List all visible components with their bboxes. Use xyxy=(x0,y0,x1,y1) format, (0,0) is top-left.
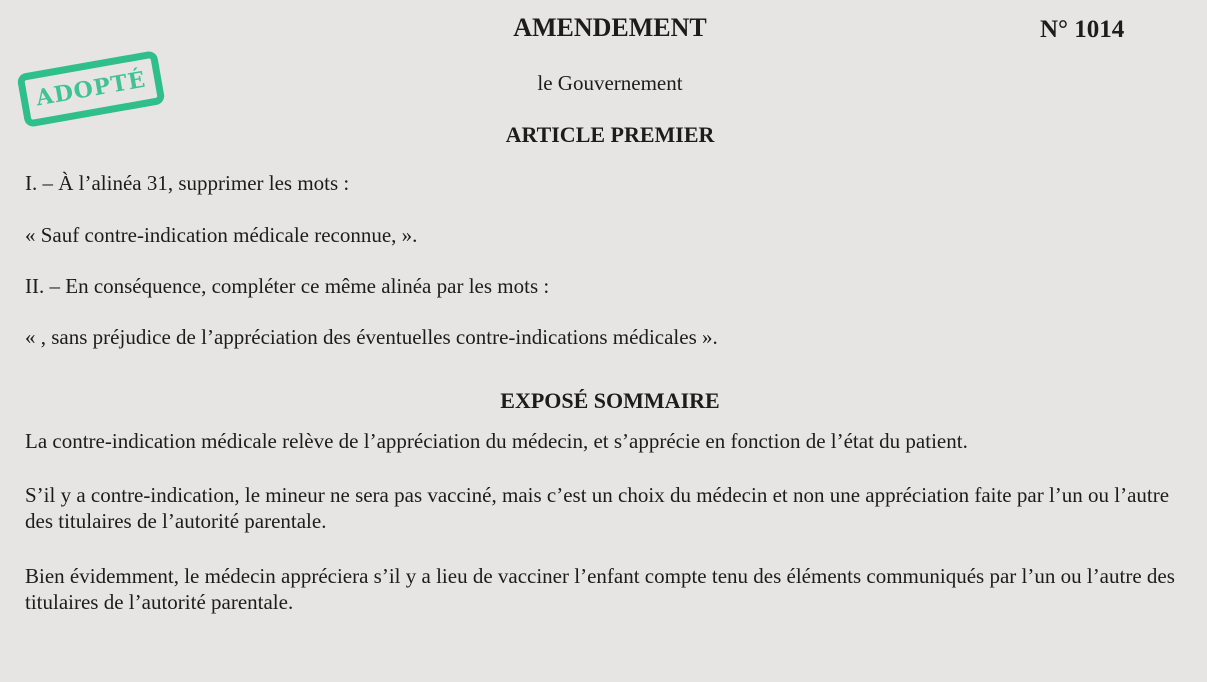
body-paragraph-4: « , sans préjudice de l’appréciation des éventuelles contre-indications médicales ». xyxy=(25,325,718,349)
amendment-author: le Gouvernement xyxy=(537,71,683,95)
summary-paragraph-3: Bien évidemment, le médecin appréciera s’il y a lieu de vacciner l’enfant compte tenu des éléments communiqués par l’un ou l’autre des titulaires de l’autorité parentale. xyxy=(25,564,1175,614)
adopted-stamp-text: ADOPTÉ xyxy=(34,66,148,112)
body-paragraph-3: II. – En conséquence, compléter ce même alinéa par les mots : xyxy=(25,274,550,298)
summary-heading: EXPOSÉ SOMMAIRE xyxy=(500,388,720,413)
amendment-number: N° 1014 xyxy=(1040,16,1125,43)
article-heading: ARTICLE PREMIER xyxy=(505,122,715,147)
body-paragraph-1: I. – À l’alinéa 31, supprimer les mots : xyxy=(25,171,350,195)
body-paragraph-2: « Sauf contre-indication médicale reconnue, ». xyxy=(25,223,418,247)
summary-paragraph-1: La contre-indication médicale relève de l’appréciation du médecin, et s’apprécie en fonction de l’état du patient. xyxy=(25,429,968,453)
summary-paragraph-2: S’il y a contre-indication, le mineur ne sera pas vacciné, mais c’est un choix du médecin et non une appréciation faite par l’un ou l’autre des titulaires de l’autorité parentale. xyxy=(25,483,1170,533)
amendment-title: AMENDEMENT xyxy=(513,13,707,42)
